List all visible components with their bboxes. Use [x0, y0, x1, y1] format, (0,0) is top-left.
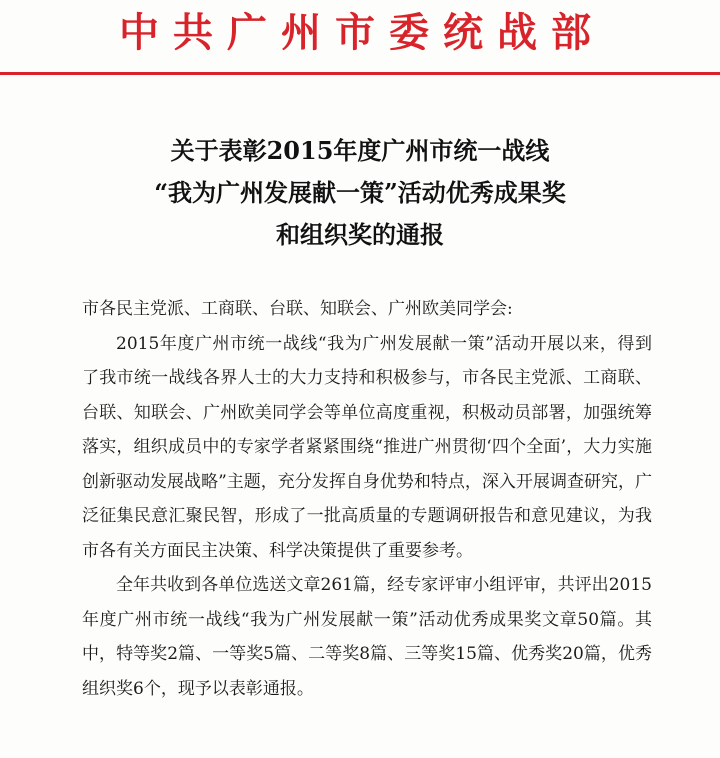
letterhead-divider	[0, 72, 720, 75]
body-paragraph-1: 2015年度广州市统一战线“我为广州发展献一策”活动开展以来，得到了我市统一战线各界人士的大力支持和积极参与，市各民主党派、工商联、台联、知联会、广州欧美同学会等单位高度重视，积极动员部署，加强统筹落实，组织成员中的专家学者紧紧围绕“推进广州贯彻‘四个全面’，大力实施创新驱动发展战略”主题，充分发挥自身优势和特点，深入开展调查研究，广泛征集民意汇聚民智，形成了一批高质量的专题调研报告和意见建议，为我市各有关方面民主决策、科学决策提供了重要参考。	[82, 333, 652, 561]
addressee-line: 市各民主党派、工商联、台联、知联会、广州欧美同学会:	[82, 299, 513, 319]
title-line-3: 和组织奖的通报	[276, 220, 444, 249]
letterhead	[0, 0, 720, 90]
title-line-2: “我为广州发展献一策”活动优秀成果奖	[154, 178, 566, 207]
letterhead-org-name: 中共广州市委统战部	[119, 9, 605, 56]
body-paragraph-2: 全年共收到各单位选送文章261篇，经专家评审小组评审，共评出2015年度广州市统一战线“我为广州发展献一策”活动优秀成果奖文章50篇。其中，特等奖2篇、一等奖5篇、二等奖8篇、三等奖15篇、优秀奖20篇，优秀组织奖6个，现予以表彰通报。	[82, 575, 652, 699]
document-body	[82, 292, 652, 706]
title-line-1: 关于表彰2015年度广州市统一战线	[170, 136, 550, 165]
document-title	[60, 130, 660, 256]
